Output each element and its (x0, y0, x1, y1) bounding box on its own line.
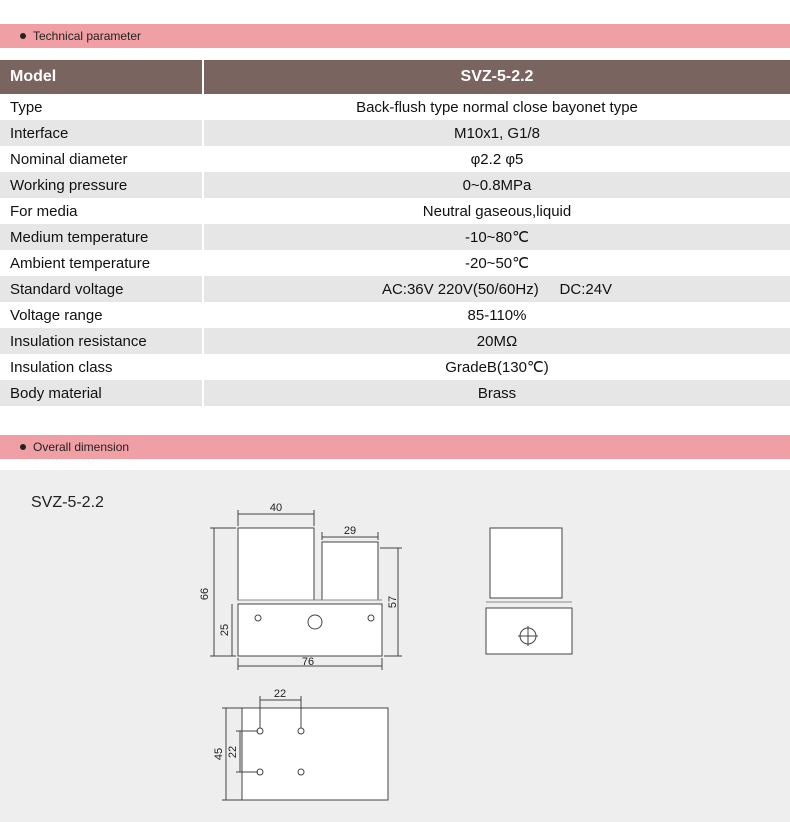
header-value: SVZ-5-2.2 (204, 60, 790, 94)
dim-29-label: 29 (343, 525, 357, 537)
table-row (0, 380, 790, 406)
dim-40-label: 40 (269, 502, 283, 514)
header-label: Model (0, 60, 204, 94)
row-label: Medium temperature (0, 224, 204, 250)
row-label: Interface (0, 120, 204, 146)
row-value: 85-110% (467, 306, 527, 324)
section-title: Overall dimension (33, 440, 130, 454)
table-row (0, 328, 790, 354)
row-label: For media (0, 198, 204, 224)
table-header-row (0, 60, 790, 94)
valve-body-outline (238, 604, 382, 656)
large-coil-outline (238, 528, 314, 600)
port-circle (308, 615, 322, 629)
row-label: Type (0, 94, 204, 120)
row-value: Back-flush type normal close bayonet type (356, 98, 638, 116)
row-value: -10~80℃ (204, 224, 790, 250)
row-value: AC:36V 220V(50/60Hz) DC:24V (204, 276, 790, 302)
row-value: Neutral gaseous,liquid (422, 202, 572, 220)
row-label: Ambient temperature (0, 250, 204, 276)
dimension-drawing-panel (0, 470, 790, 822)
row-value: Brass (204, 380, 790, 406)
row-label: Body material (0, 380, 204, 406)
bullet-icon (20, 33, 26, 39)
row-value: 20MΩ (204, 328, 790, 354)
table-row (0, 120, 790, 146)
table-row (0, 250, 790, 276)
dim-22-x-label: 22 (273, 688, 287, 700)
row-label: Working pressure (0, 172, 204, 198)
dim-22-y-label: 22 (227, 745, 239, 759)
row-value: φ2.2 φ5 (470, 150, 524, 168)
section-bar-dimension (0, 435, 790, 459)
dim-45-label: 45 (213, 747, 225, 761)
table-row (0, 354, 790, 380)
table-row (0, 198, 790, 224)
side-coil-outline (490, 528, 562, 598)
section-bar-technical (0, 24, 790, 48)
table-row (0, 224, 790, 250)
table-row (0, 94, 790, 120)
table-row (0, 302, 790, 328)
row-value: GradeB(130℃) (445, 359, 549, 376)
dim-66-label: 66 (199, 587, 211, 601)
bottom-view-outline (242, 708, 388, 800)
spec-table (0, 60, 790, 406)
technical-drawing (0, 470, 790, 822)
dim-57-label: 57 (387, 595, 399, 609)
bullet-icon (20, 444, 26, 450)
small-coil-outline (322, 542, 378, 600)
drawing-model-label: SVZ-5-2.2 (31, 494, 104, 511)
row-value: M10x1, G1/8 (204, 120, 790, 146)
row-value: 0~0.8MPa (204, 172, 790, 198)
row-label: Nominal diameter (0, 146, 204, 172)
table-row (0, 172, 790, 198)
dim-76-label: 76 (301, 656, 315, 668)
section-title: Technical parameter (33, 29, 142, 43)
dim-25-label: 25 (219, 623, 231, 637)
row-label: Insulation resistance (0, 328, 204, 354)
table-row (0, 146, 790, 172)
row-value: -20~50℃ (465, 255, 529, 272)
row-label: Voltage range (0, 302, 204, 328)
row-label: Insulation class (0, 354, 204, 380)
table-row (0, 276, 790, 302)
row-label: Standard voltage (0, 276, 204, 302)
